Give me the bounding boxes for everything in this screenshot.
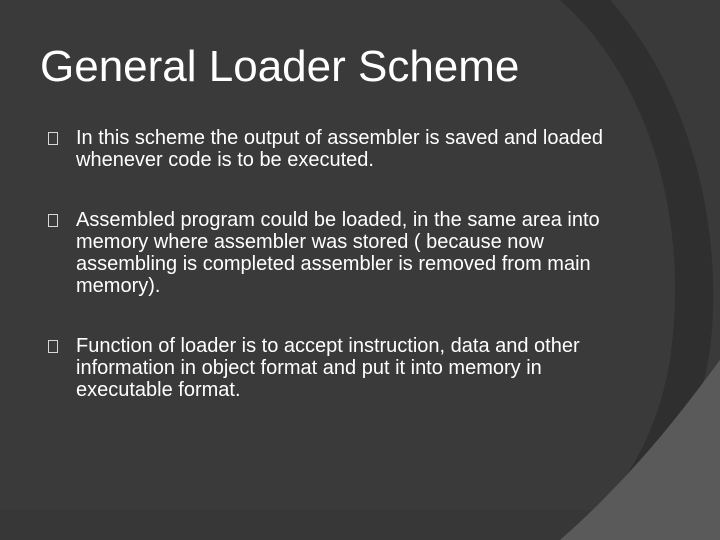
bullet-text: In this scheme the output of assembler is saved and loaded whenever code is to be executed. bbox=[76, 127, 603, 171]
slide-title: General Loader Scheme bbox=[40, 42, 520, 91]
bullet-box-icon bbox=[48, 340, 58, 353]
bullet-list bbox=[48, 127, 618, 439]
bullet-item bbox=[48, 127, 618, 171]
bullet-item bbox=[48, 335, 618, 401]
bullet-text: Function of loader is to accept instruction, data and other information in object format and put it into memory in executable format. bbox=[76, 335, 580, 401]
bullet-box-icon bbox=[48, 214, 58, 227]
bullet-box-icon bbox=[48, 132, 58, 145]
bullet-text: Assembled program could be loaded, in the same area into memory where assembler was stored ( because now assembling is completed assembler is removed from main memory). bbox=[76, 209, 600, 297]
bullet-item bbox=[48, 209, 618, 297]
